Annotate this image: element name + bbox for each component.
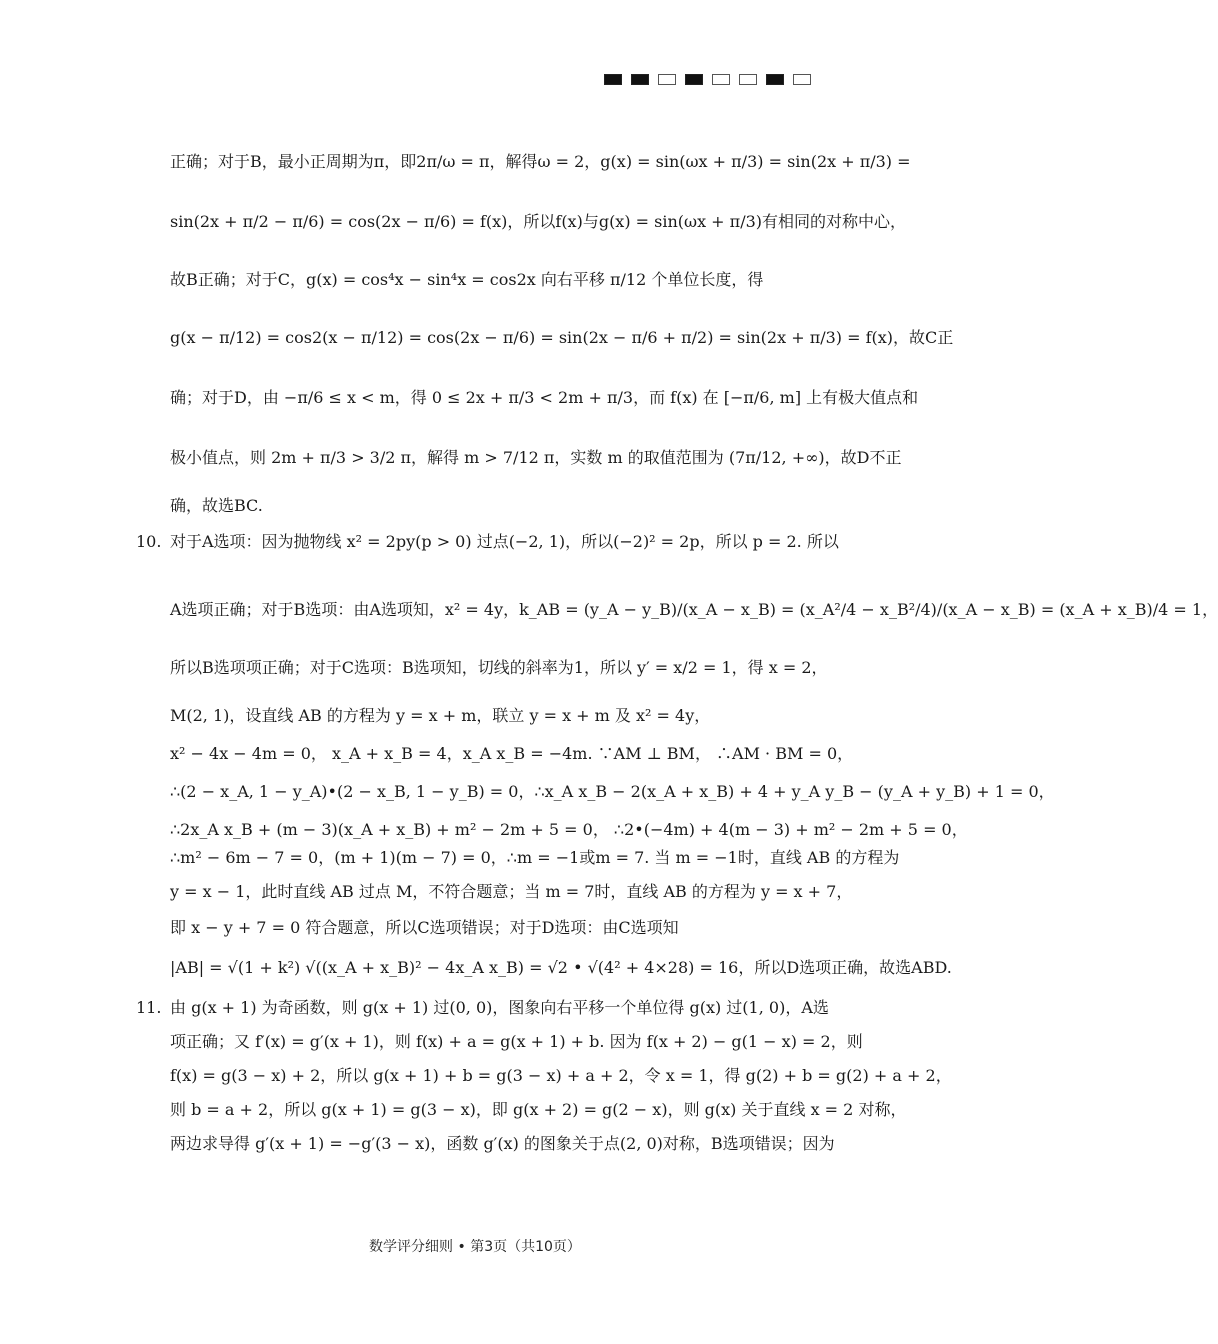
q11-line-5: 两边求导得 g′(x + 1) = −g′(3 − x)，函数 g′(x) 的图象关于点(2, 0)对称，B选项错误；因为 [170, 1134, 835, 1153]
q9-line-4: g(x − π/12) = cos2(x − π/12) = cos(2x − π/6) = sin(2x − π/6 + π/2) = sin(2x + π/3) = f(x)，故C正 [170, 328, 954, 347]
q10-line-4: M(2, 1)，设直线 AB 的方程为 y = x + m，联立 y = x + m 及 x² = 4y， [170, 706, 711, 725]
q10-line-8: ∴m² − 6m − 7 = 0，(m + 1)(m − 7) = 0，∴m = −1或m = 7. 当 m = −1时，直线 AB 的方程为 [170, 848, 900, 867]
q9-line-6: 极小值点，则 2m + π/3 > 3/2 π，解得 m > 7/12 π，实数 m 的取值范围为 (7π/12, +∞)，故D不正 [170, 448, 902, 467]
page-footer: 数学评分细则 • 第3页（共10页） [369, 1239, 581, 1255]
q11-line-3: f(x) = g(3 − x) + 2，所以 g(x + 1) + b = g(3 − x) + a + 2，令 x = 1，得 g(2) + b = g(2) + a + 2， [170, 1066, 952, 1085]
q10-line-5: x² − 4x − 4m = 0， x_A + x_B = 4，x_A x_B = −4m. ∵AM ⊥ BM， ∴AM · BM = 0， [170, 744, 854, 763]
q10-line-7: ∴2x_A x_B + (m − 3)(x_A + x_B) + m² − 2m + 5 = 0， ∴2•(−4m) + 4(m − 3) + m² − 2m + 5 = 0， [170, 820, 968, 839]
q9-line-2: sin(2x + π/2 − π/6) = cos(2x − π/6) = f(x)，所以f(x)与g(x) = sin(ωx + π/3)有相同的对称中心， [170, 212, 907, 231]
q10-line-1: 对于A选项：因为抛物线 x² = 2py(p > 0) 过点(−2, 1)，所以(−2)² = 2p，所以 p = 2. 所以 [170, 532, 839, 551]
q9-line-5: 确；对于D，由 −π/6 ≤ x < m，得 0 ≤ 2x + π/3 < 2m + π/3，而 f(x) 在 [−π/6, m] 上有极大值点和 [170, 388, 919, 407]
marker-filled-icon [685, 74, 703, 85]
q11-line-1: 由 g(x + 1) 为奇函数，则 g(x + 1) 过(0, 0)，图象向右平移一个单位得 g(x) 过(1, 0)，A选 [170, 998, 829, 1017]
q11-number: 11. [136, 998, 162, 1017]
q10-line-6: ∴(2 − x_A, 1 − y_A)•(2 − x_B, 1 − y_B) = 0，∴x_A x_B − 2(x_A + x_B) + 4 + y_A y_B − (y_A + y_B) + 1 = 0， [170, 782, 1055, 801]
marker-empty-icon [658, 74, 676, 85]
q9-line-7: 确，故选BC. [170, 496, 263, 515]
marker-filled-icon [766, 74, 784, 85]
marker-empty-icon [793, 74, 811, 85]
q10-line-3: 所以B选项项正确；对于C选项：B选项知，切线的斜率为1，所以 y′ = x/2 = 1，得 x = 2， [170, 658, 828, 677]
q9-line-3: 故B正确；对于C，g(x) = cos⁴x − sin⁴x = cos2x 向右平移 π/12 个单位长度，得 [170, 270, 764, 289]
marker-empty-icon [739, 74, 757, 85]
q10-line-2: A选项正确；对于B选项：由A选项知，x² = 4y，k_AB = (y_A − y_B)/(x_A − x_B) = (x_A²/4 − x_B²/4)/(x_A − x_B) = (x_A + x_B)/4 = 1， [170, 600, 1218, 619]
q11-line-4: 则 b = a + 2，所以 g(x + 1) = g(3 − x)，即 g(x + 2) = g(2 − x)，则 g(x) 关于直线 x = 2 对称， [170, 1100, 907, 1119]
page-marker-squares [604, 74, 811, 85]
q10-line-10: 即 x − y + 7 = 0 符合题意，所以C选项错误；对于D选项：由C选项知 [170, 918, 679, 937]
q10-number: 10. [136, 532, 162, 551]
q10-line-11: |AB| = √(1 + k²) √((x_A + x_B)² − 4x_A x_B) = √2 • √(4² + 4×28) = 16，所以D选项正确，故选ABD. [170, 958, 952, 977]
q9-line-1: 正确；对于B，最小正周期为π，即2π/ω = π，解得ω = 2，g(x) = sin(ωx + π/3) = sin(2x + π/3) = [170, 152, 911, 171]
marker-filled-icon [604, 74, 622, 85]
marker-empty-icon [712, 74, 730, 85]
marker-filled-icon [631, 74, 649, 85]
q11-line-2: 项正确；又 f′(x) = g′(x + 1)，则 f(x) + a = g(x + 1) + b. 因为 f(x + 2) − g(1 − x) = 2，则 [170, 1032, 863, 1051]
q10-line-9: y = x − 1，此时直线 AB 过点 M，不符合题意；当 m = 7时，直线 AB 的方程为 y = x + 7， [170, 882, 853, 901]
